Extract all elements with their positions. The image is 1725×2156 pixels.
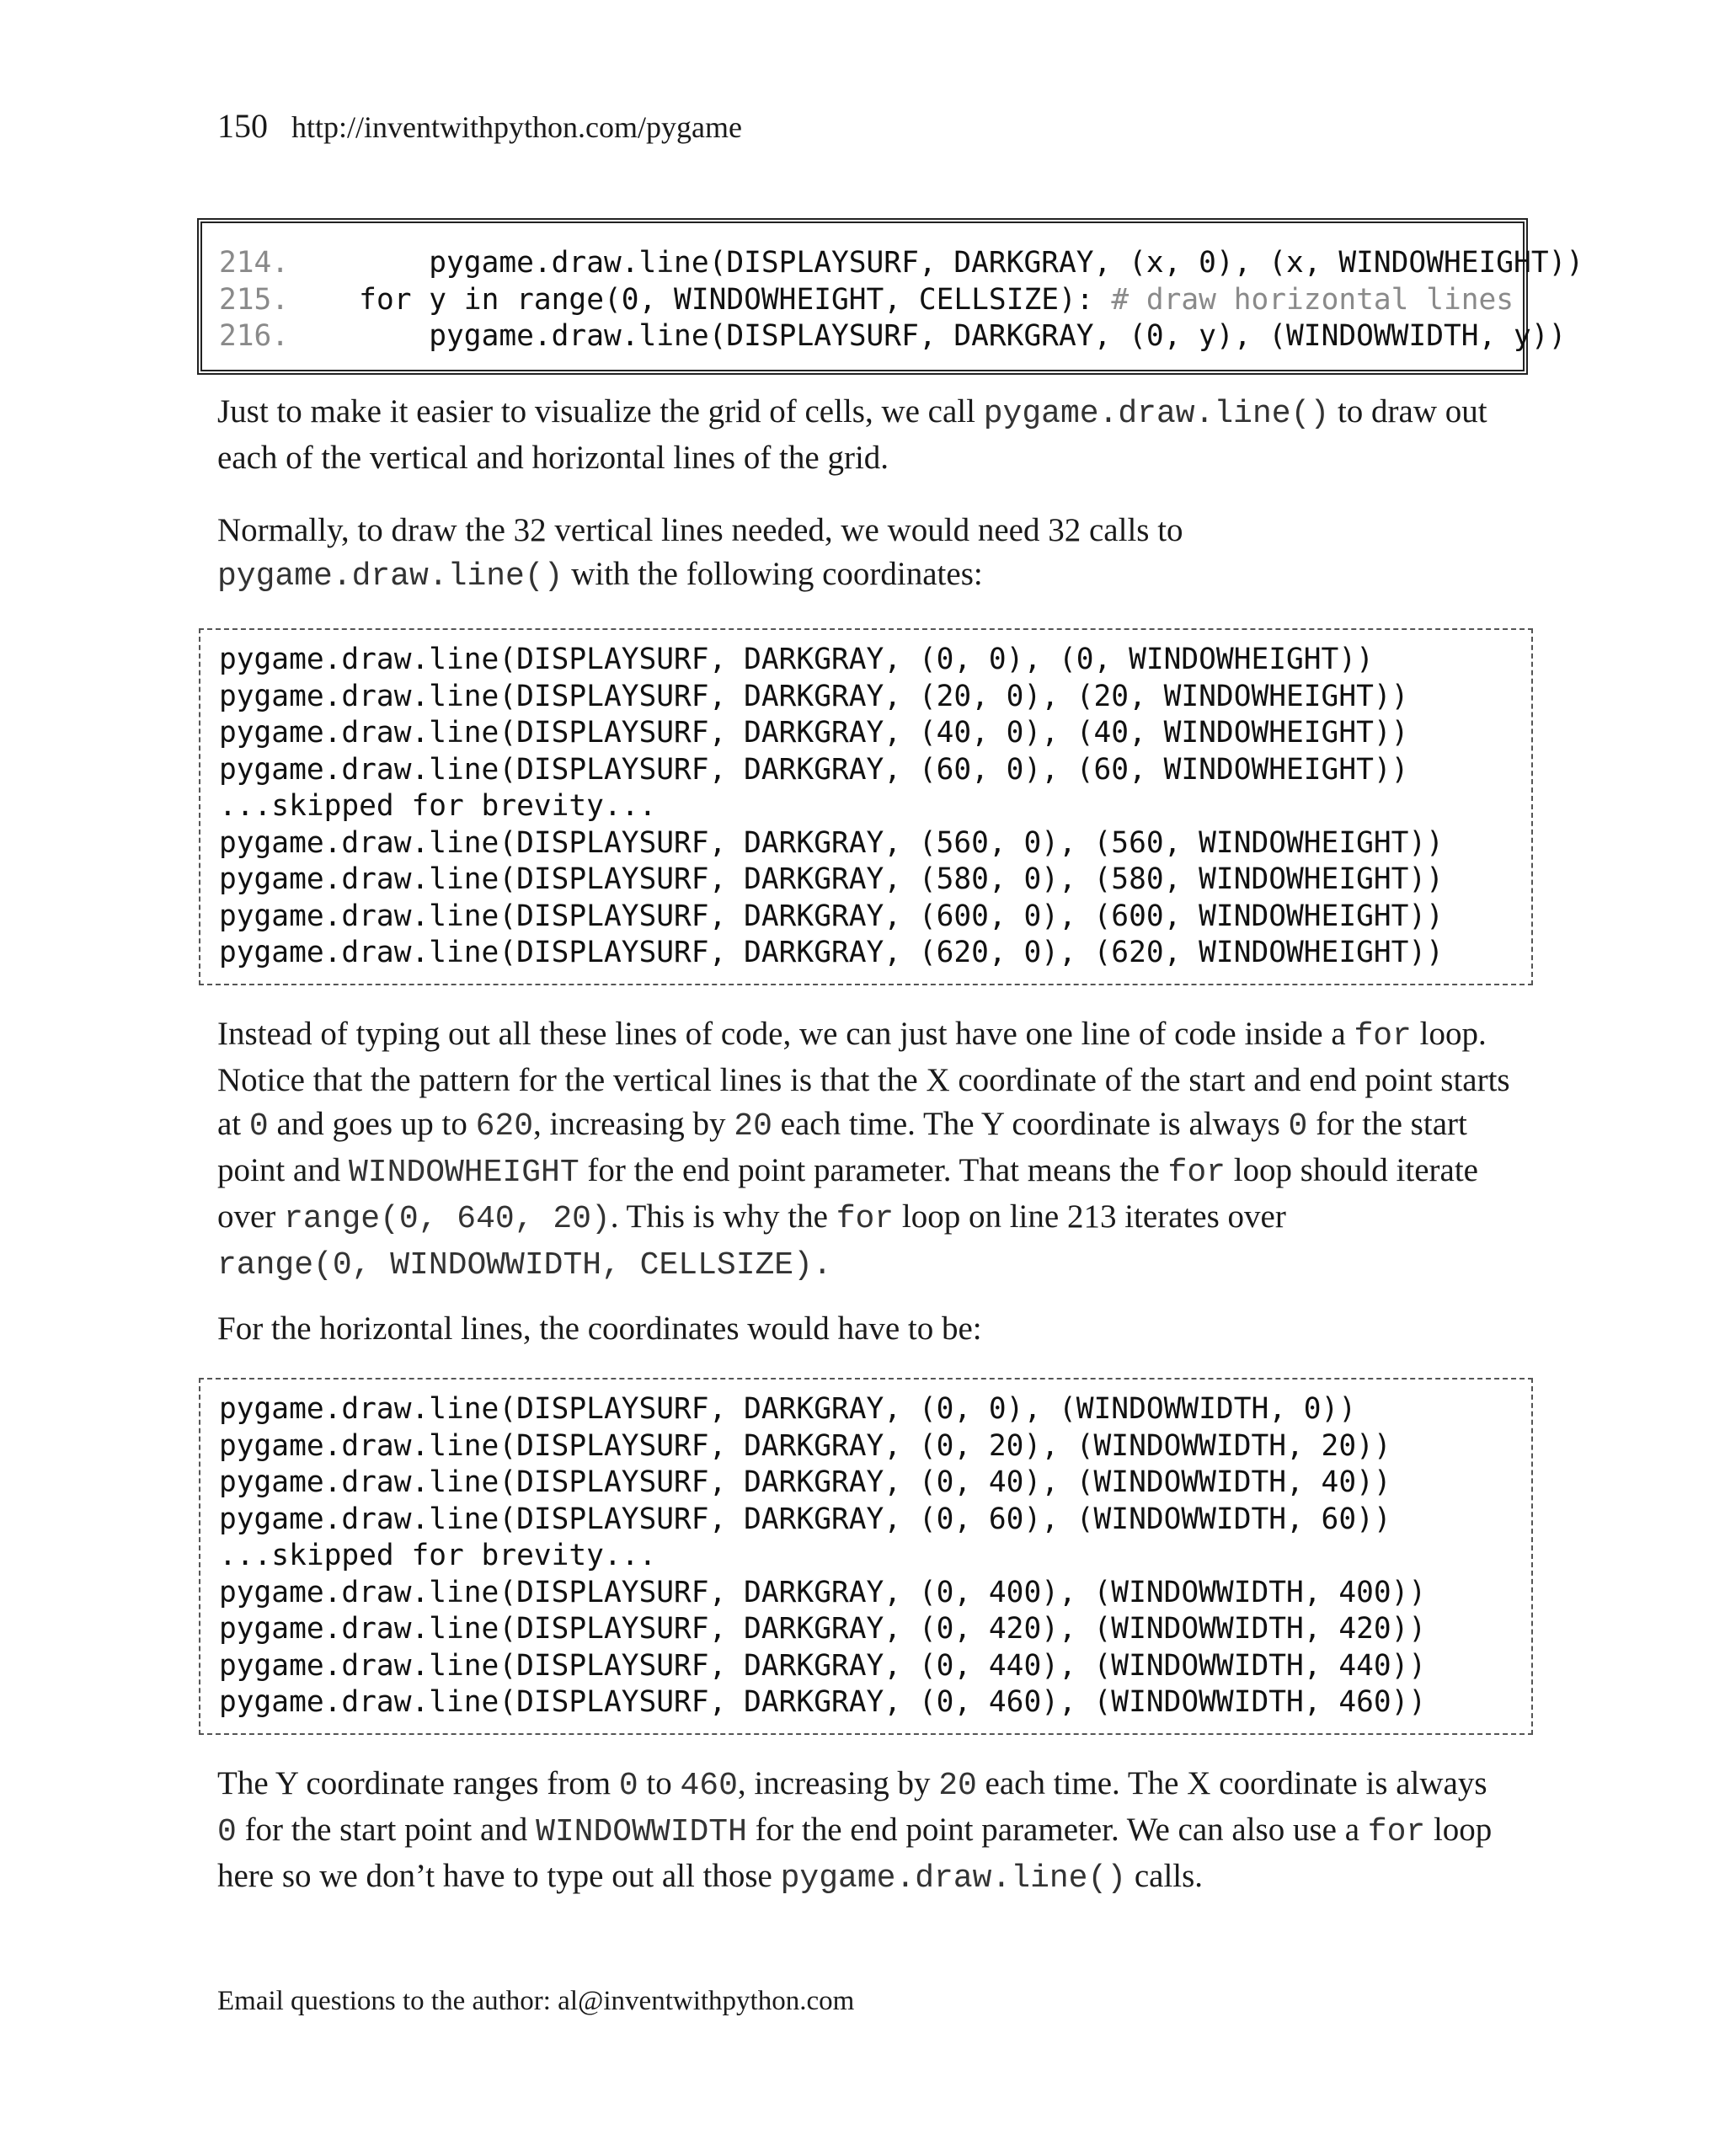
line-code: for y in range(0, WINDOWHEIGHT, CELLSIZE): — [289, 282, 1112, 317]
code-example-vertical — [199, 628, 1533, 985]
inline-code: 0 — [1288, 1108, 1308, 1145]
text-run: . This is why the — [610, 1198, 836, 1235]
inline-code: 20 — [938, 1768, 977, 1804]
example-line: pygame.draw.line(DISPLAYSURF, DARKGRAY, (0, 400), (WINDOWWIDTH, 400)) — [219, 1575, 1427, 1609]
text-run: and goes up to — [268, 1106, 476, 1142]
code-example-horizontal — [199, 1378, 1533, 1735]
example-line: ...skipped for brevity... — [219, 1539, 657, 1572]
code-line — [219, 318, 1567, 355]
text-run: each time. The X coordinate is always — [976, 1765, 1487, 1801]
text-run: loop on line 213 iterates over — [894, 1198, 1286, 1235]
inline-code: 0 — [618, 1768, 638, 1804]
text-run: for the end point parameter. We can also use a — [746, 1812, 1368, 1848]
inline-code: 0 — [217, 1814, 237, 1850]
inline-code: range(0, 640, 20) — [284, 1201, 611, 1237]
example-line: pygame.draw.line(DISPLAYSURF, DARKGRAY, (0, 460), (WINDOWWIDTH, 460)) — [219, 1685, 1427, 1719]
text-run: , increasing by — [533, 1106, 734, 1142]
example-line: pygame.draw.line(DISPLAYSURF, DARKGRAY, (580, 0), (580, WINDOWHEIGHT)) — [219, 862, 1444, 896]
inline-code: for — [1367, 1814, 1426, 1850]
text-run: to — [638, 1765, 681, 1801]
line-code: pygame.draw.line(DISPLAYSURF, DARKGRAY, (x, 0), (x, WINDOWHEIGHT)) — [289, 246, 1584, 280]
inline-code: for — [836, 1201, 895, 1237]
inline-code: WINDOWHEIGHT — [348, 1155, 579, 1191]
example-line: pygame.draw.line(DISPLAYSURF, DARKGRAY, (0, 420), (WINDOWWIDTH, 420)) — [219, 1612, 1427, 1646]
inline-code: WINDOWWIDTH — [536, 1814, 747, 1850]
text-run: loop should iterate over — [217, 1152, 1478, 1235]
line-number: 214. — [219, 246, 290, 280]
paragraph-for-loop-horizontal — [217, 1762, 1531, 1901]
example-line: pygame.draw.line(DISPLAYSURF, DARKGRAY, (620, 0), (620, WINDOWHEIGHT)) — [219, 936, 1444, 969]
inline-code: pygame.draw.line() — [780, 1860, 1127, 1897]
page-footer: Email questions to the author: al@inventwithpython.com — [217, 1986, 855, 2016]
line-code: pygame.draw.line(DISPLAYSURF, DARKGRAY, (0, y), (WINDOWWIDTH, y)) — [289, 319, 1567, 353]
text-run: Instead of typing out all these lines of code, we can just have one line of code inside a — [217, 1016, 1354, 1052]
text-run: for the start point and — [236, 1812, 537, 1848]
example-line: pygame.draw.line(DISPLAYSURF, DARKGRAY, (20, 0), (20, WINDOWHEIGHT)) — [219, 679, 1409, 713]
text-run: for the start point and — [217, 1106, 1467, 1188]
text-run: , increasing by — [737, 1765, 939, 1801]
inline-code: pygame.draw.line() — [983, 396, 1330, 432]
example-line: pygame.draw.line(DISPLAYSURF, DARKGRAY, (600, 0), (600, WINDOWHEIGHT)) — [219, 899, 1444, 933]
example-line: pygame.draw.line(DISPLAYSURF, DARKGRAY, (60, 0), (60, WINDOWHEIGHT)) — [219, 752, 1409, 787]
inline-code: pygame.draw.line() — [217, 558, 563, 595]
line-number: 216. — [219, 319, 290, 353]
text-run: loop here so we don’t have to type out all those — [217, 1812, 1493, 1894]
inline-code: range(0, WINDOWWIDTH, CELLSIZE). — [217, 1247, 832, 1283]
example-line: ...skipped for brevity... — [219, 789, 657, 823]
text-run: for the end point parameter. That means the — [579, 1152, 1168, 1188]
example-line: pygame.draw.line(DISPLAYSURF, DARKGRAY, (0, 0), (WINDOWWIDTH, 0)) — [219, 1392, 1357, 1426]
example-line: pygame.draw.line(DISPLAYSURF, DARKGRAY, (0, 60), (WINDOWWIDTH, 60)) — [219, 1502, 1391, 1536]
line-comment: # draw horizontal lines — [1111, 282, 1514, 317]
inline-code: 620 — [475, 1108, 534, 1145]
inline-code: for — [1354, 1018, 1412, 1054]
code-listing — [197, 218, 1584, 375]
paragraph-grid-intro — [217, 390, 1531, 480]
inline-code: for — [1167, 1155, 1226, 1191]
text-run: each time. The Y coordinate is always — [772, 1106, 1289, 1142]
inline-code: 460 — [680, 1768, 738, 1804]
example-line: pygame.draw.line(DISPLAYSURF, DARKGRAY, (0, 440), (WINDOWWIDTH, 440)) — [219, 1648, 1427, 1683]
code-line — [219, 245, 1584, 282]
example-line: pygame.draw.line(DISPLAYSURF, DARKGRAY, (560, 0), (560, WINDOWHEIGHT)) — [219, 825, 1444, 860]
header-url: http://inventwithpython.com/pygame — [291, 110, 742, 144]
inline-code: 20 — [734, 1108, 772, 1145]
text-run: loop. Notice that the pattern for the vertical lines is that the X coordinate of the start and end point starts at — [217, 1016, 1510, 1142]
inline-code: 0 — [248, 1108, 269, 1145]
page-header — [217, 108, 742, 146]
text-run: to draw out each of the vertical and horizontal lines of the grid. — [217, 393, 1487, 476]
text-run: Just to make it easier to visualize the grid of cells, we call — [217, 393, 984, 430]
page-number: 150 — [217, 107, 268, 145]
example-line: pygame.draw.line(DISPLAYSURF, DARKGRAY, (0, 20), (WINDOWWIDTH, 20)) — [219, 1428, 1391, 1463]
line-number: 215. — [219, 282, 290, 317]
text-run: with the following coordinates: — [563, 556, 983, 592]
example-line: pygame.draw.line(DISPLAYSURF, DARKGRAY, (0, 0), (0, WINDOWHEIGHT)) — [219, 643, 1374, 676]
code-line — [219, 282, 1523, 319]
example-line: pygame.draw.line(DISPLAYSURF, DARKGRAY, (40, 0), (40, WINDOWHEIGHT)) — [219, 716, 1409, 750]
example-line: pygame.draw.line(DISPLAYSURF, DARKGRAY, (0, 40), (WINDOWWIDTH, 40)) — [219, 1465, 1391, 1499]
text-run: calls. — [1126, 1858, 1204, 1894]
text-run: Normally, to draw the 32 vertical lines needed, we would need 32 calls to — [217, 512, 1183, 548]
paragraph-vertical-calls — [217, 509, 1531, 599]
text-run: The Y coordinate ranges from — [217, 1765, 619, 1801]
text-run: For the horizontal lines, the coordinates would have to be: — [217, 1310, 982, 1347]
paragraph-for-loop-vertical — [217, 1012, 1531, 1288]
paragraph-horizontal-intro — [217, 1307, 1531, 1351]
